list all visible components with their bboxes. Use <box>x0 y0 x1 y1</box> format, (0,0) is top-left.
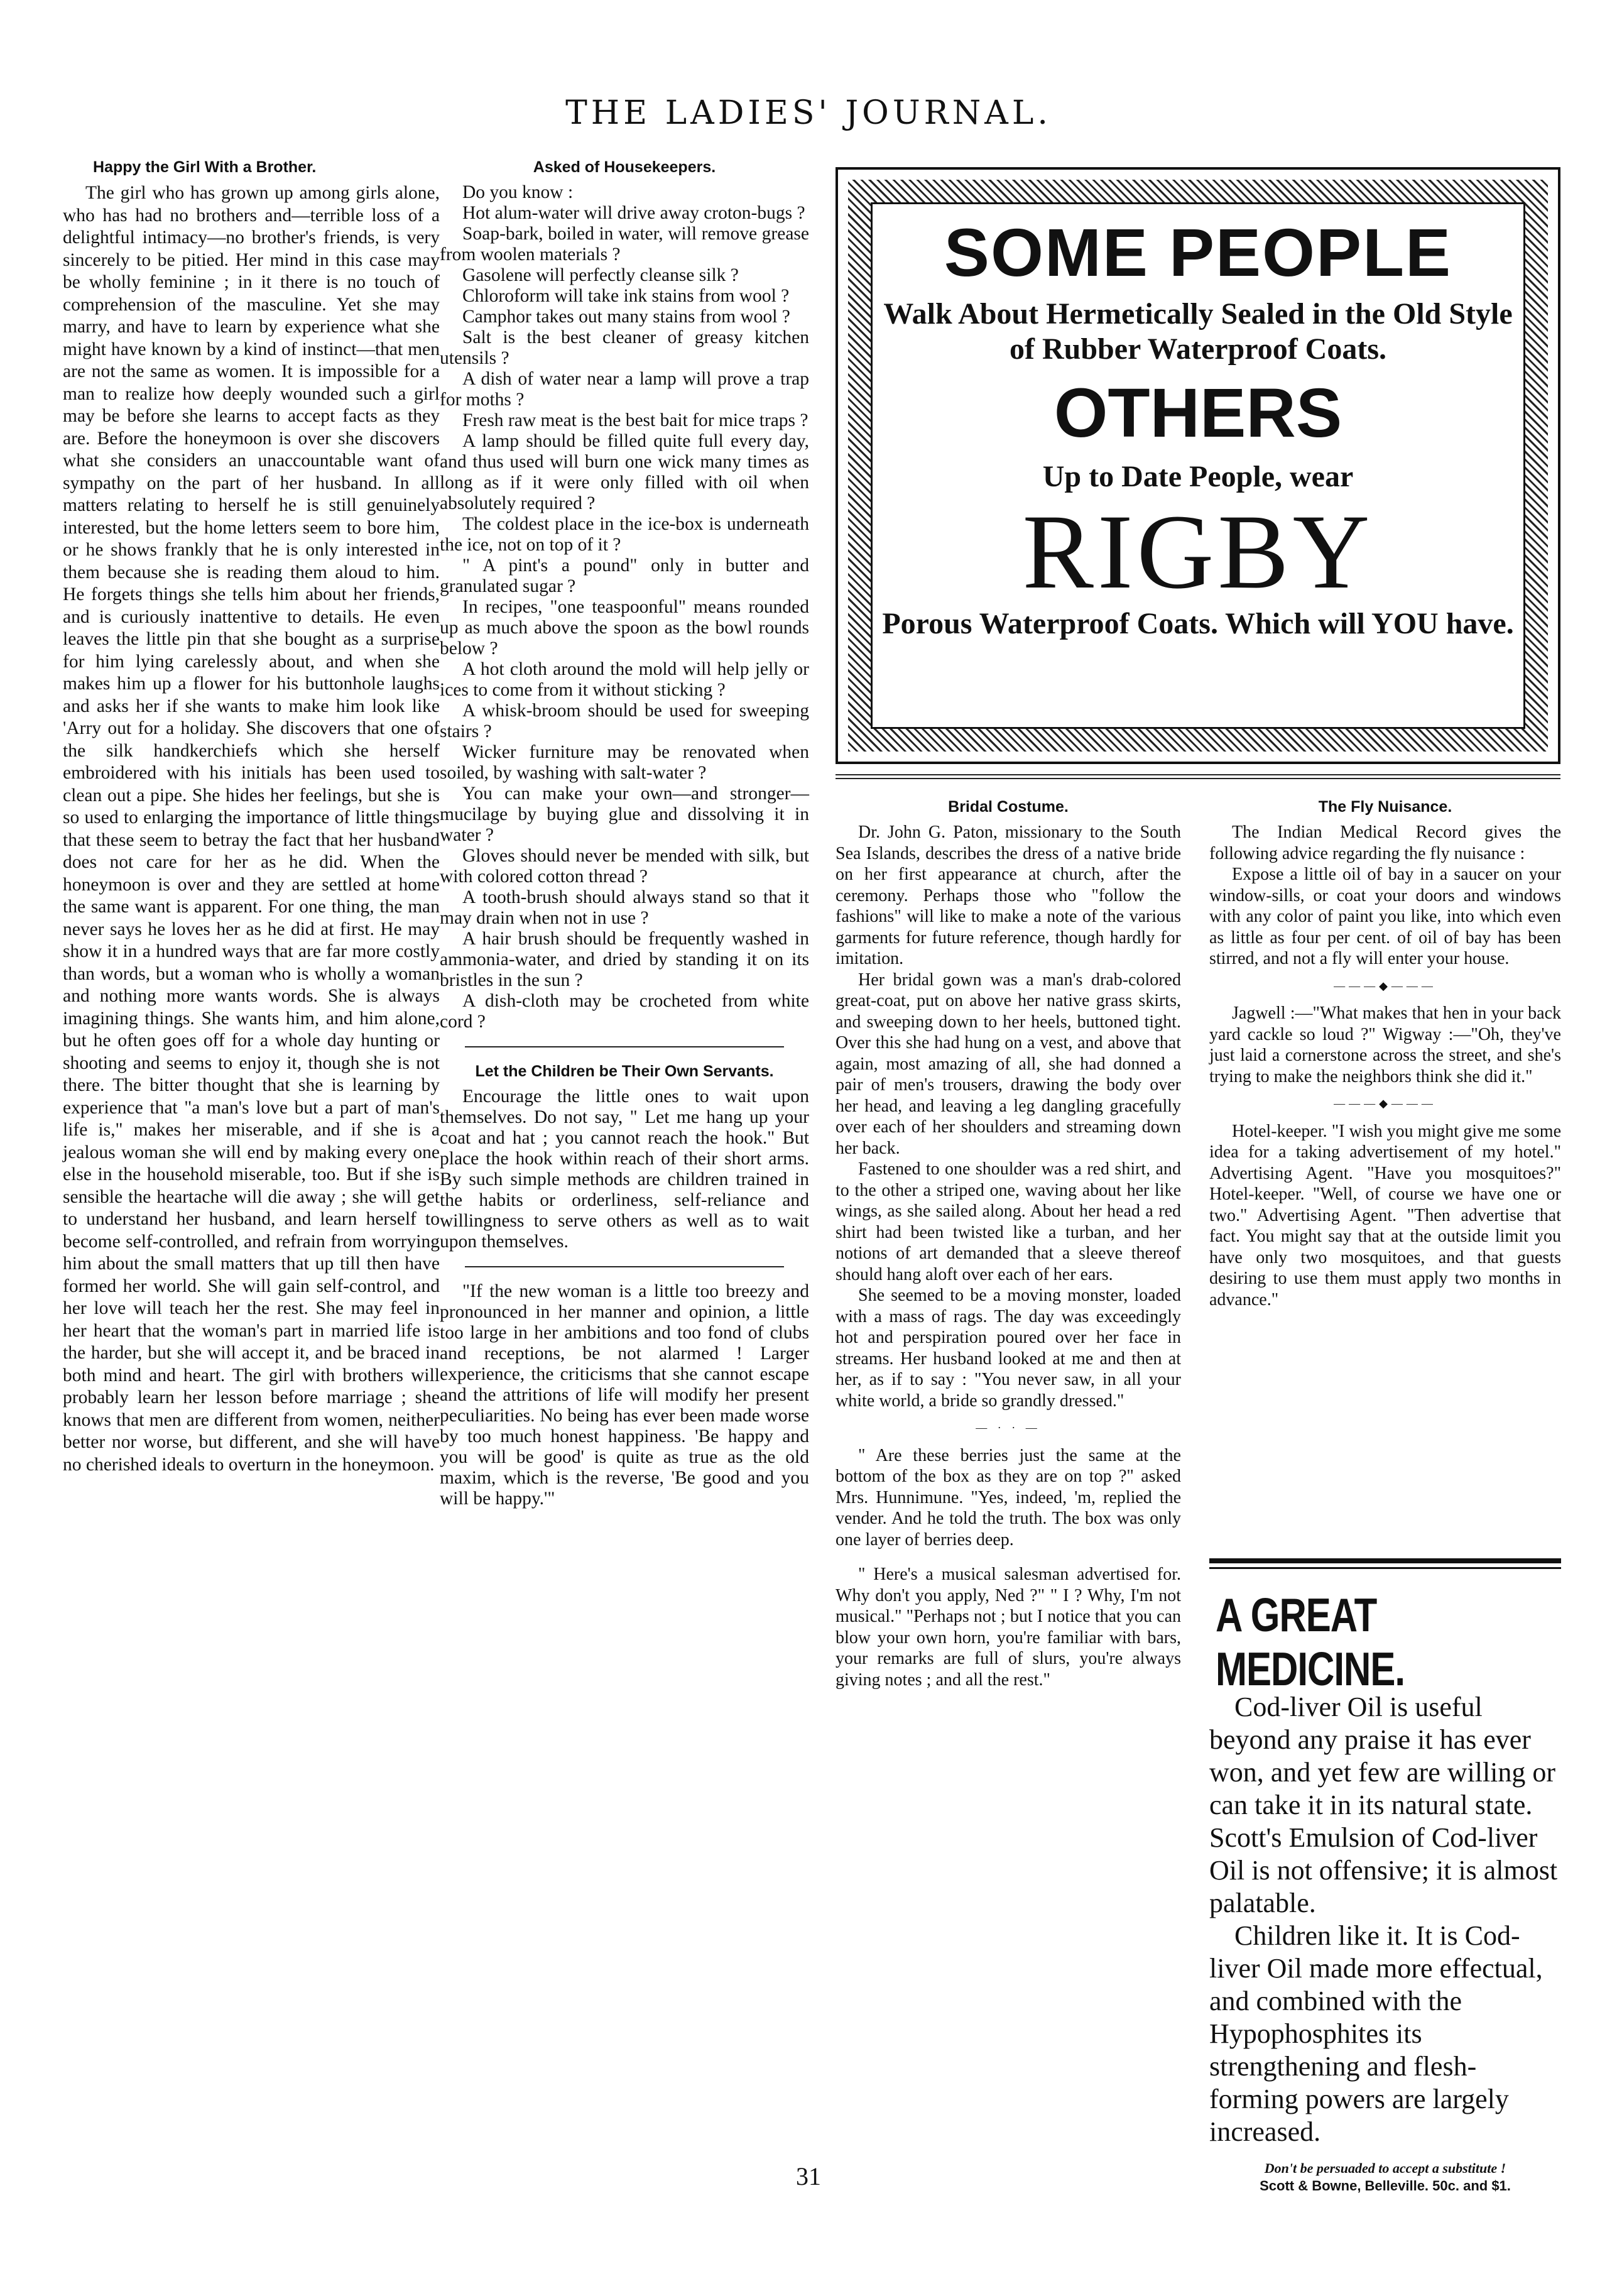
article-body-brother: The girl who has grown up among girls alone, who has had no brothers and—terrible loss of a delightful intimacy—no brother's friends, is very sincerely to be pitied. Her mind in this case may be wholly feminine ; in it there is no touch of comprehension of the masculine. Yet she may marry, and have to learn by experience what she might have known by a kind of instinct—that men are not the same as women. It is impossible for a man to realize how deeply wounded such a girl may be before she learns to accept facts as they are. Before the honeymoon is over she discovers what she considers an unaccountable want of sympathy on the part of her husband. In all matters relating to herself he is still genuinely interested, but the home letters seem to bore him, or he shows frankly that he is only interested in them because she is reading them aloud to him. He forgets things she tells him about her friends, and is curiously inattentive to details. He even leaves the little pin that she bought as a surprise for him lying carelessly about, and when she makes him up a flower for his buttonhole laughs and asks her if she wants to make him look like 'Arry out for a holiday. She discovers that one of the silk handkerchiefs which she herself embroidered with his initials has been used to clean out a pipe. She hides her feelings, but she is so used to enlarging the importance of little things that these seem to betray the fact that her husband does not care for her as he did. When the honeymoon is over and they are settled at home the same want is apparent. For one thing, the man never says he loves her as he did at first. He may show it in a hundred ways that are far more costly than words, but a woman who is wholly a woman and nothing more wants words. She is always imagining things. She wants him, and him alone, but he often goes off for a whole day hunting or shooting and seems to enjoy it, though she is not there. The bitter thought that she is learning by experience that "a man's love but a part of man's life is," makes her miserable, and if she is a jealous woman she will end by making every one else in the household miserable, too. But if she is sensible the heartache will die away ; she will get to understand her husband, and learn herself to become self-controlled, and refrain from worrying him about the small matters that up till then have formed her world. She will gain self-control, and her love will teach her the rest. She may feel in her heart that the woman's part in married life is the harder, but she will accept it, and be braced in both mind and heart. The girl with brothers will probably learn her lesson before marriage ; she knows that men are different from women, neither better nor worse, but different, and she will have no cherished ideals to overturn in the honeymoon. <box>63 183 440 1475</box>
article-paragraph: The Indian Medical Record gives the following advice regarding the fly nuisance : <box>1209 823 1561 863</box>
article-paragraph: Fastened to one shoulder was a red shirt, and to the other a striped one, waving about her like wings, as she sailed along. About her head a red shirt had been twisted like a turban, and her notions of art demanded that a sleeve thereof should hang aloft over each of her ears. <box>836 1159 1181 1284</box>
article-paragraph: Expose a little oil of bay in a saucer on your window-sills, or coat your doors and windows with any color of paint you like, into which even as little as four per cent. of oil of bay has been stirred, and not a fly will enter your house. <box>1209 865 1561 968</box>
housekeeper-tip: Soap-bark, boiled in water, will remove grease from woolen materials ? <box>440 224 809 265</box>
ad-headline-some-people: SOME PEOPLE <box>944 214 1452 290</box>
housekeeper-tip: A whisk-broom should be used for sweeping stairs ? <box>440 701 809 741</box>
housekeeper-tip: Gloves should never be mended with silk, but with colored cotton thread ? <box>440 846 809 887</box>
divider <box>465 1046 784 1047</box>
ad-subline-up-to-date: Up to Date People, wear <box>1042 460 1354 493</box>
divider: — · · — <box>976 1421 1041 1434</box>
article-heading-brother: Happy the Girl With a Brother. <box>93 158 317 176</box>
journal-header: THE LADIES' JOURNAL. <box>565 94 1052 132</box>
housekeeper-tip: Wicker furniture may be renovated when soiled, by washing with salt-water ? <box>440 742 809 783</box>
ad-content <box>871 202 1525 729</box>
medicine-advertisement <box>1209 1558 1561 2195</box>
medicine-maker: Scott & Bowne, Belleville. 50c. and $1. <box>1260 2178 1511 2194</box>
anecdote-hen: Jagwell :—"What makes that hen in your back yard cackle so loud ?" Wigway :—"Oh, they've just laid a cornerstone across the street, and she's trying to make the neighbors think she did it." <box>1209 1003 1561 1086</box>
medicine-title: A GREAT MEDICINE. <box>1216 1588 1405 1696</box>
housekeeper-tip: A hot cloth around the mold will help jelly or ices to come from it without sticking ? <box>440 659 809 700</box>
housekeeper-tip: Salt is the best cleaner of greasy kitchen utensils ? <box>440 327 809 368</box>
rigby-advertisement <box>836 167 1560 764</box>
column-4 <box>1209 797 1561 1310</box>
anecdote-hotel: Hotel-keeper. "I wish you might give me some idea for a taking advertisement of my hotel." Advertising Agent. "Have you mosquitoes?" Hotel-keeper. "Well, of course we have one or two." Advertising Agent. "Then advertise that fact. You might say that at the outside limit you have only two mosquitoes, and that guests desiring to use them must apply two months in advance." <box>1209 1121 1561 1309</box>
ad-subline-porous: Porous Waterproof Coats. Which will YOU have. <box>882 607 1514 640</box>
housekeeper-tip: A hair brush should be frequently washed in ammonia-water, and dried by standing it on its bristles in the sun ? <box>440 929 809 990</box>
housekeeper-tip: You can make your own—and stronger—mucilage by buying glue and dissolving it in water ? <box>440 784 809 845</box>
divider: ———◆——— <box>1334 1097 1437 1110</box>
housekeeper-tip: In recipes, "one teaspoonful" means rounded up as much above the spoon as the bowl rounds below ? <box>440 597 809 659</box>
divider: ———◆——— <box>1334 979 1437 992</box>
housekeeper-tip: A tooth-brush should always stand so that it may drain when not in use ? <box>440 887 809 928</box>
anecdote-berries: " Are these berries just the same at the bottom of the box as they are on top ?" asked Mrs. Hunnimune. "Yes, indeed, 'm, replied the vender. And he told the truth. The box was only one layer of berries deep. <box>836 1445 1181 1550</box>
housekeeper-tips-list <box>440 182 809 1032</box>
housekeeper-tip: Hot alum-water will drive away croton-bugs ? <box>462 203 805 223</box>
page-number: 31 <box>796 2162 821 2190</box>
column-3 <box>836 797 1181 1690</box>
divider <box>836 774 1560 779</box>
article-heading-housekeepers: Asked of Housekeepers. <box>533 158 716 176</box>
housekeeper-tip: The coldest place in the ice-box is underneath the ice, not on top of it ? <box>440 514 809 555</box>
medicine-paragraph: Cod-liver Oil is useful beyond any praise it has ever won, and yet few are willing or can take it in its natural state. Scott's Emulsion of Cod-liver Oil is not offensive; it is almost palatable. <box>1209 1692 1558 1918</box>
article-body-children: Encourage the little ones to wait upon themselves. Do not say, " Let me hang up your coat and hat ; you cannot reach the hook." But place the hook within reach of their short arms. By such simple methods are children trained in the habits or orderliness, self-reliance and willingness to serve others as well as to wait upon themselves. <box>440 1086 809 1252</box>
housekeeper-tip: A lamp should be filled quite full every day, and thus used will burn one wick many times as long as if it were only filled with oil when absolutely required ? <box>440 431 809 513</box>
divider <box>1209 1558 1561 1563</box>
anecdote-musical-salesman: " Here's a musical salesman advertised for. Why don't you apply, Ned ?" " I ? Why, I'm not musical." "Perhaps not ; but I notice that you can blow your own horn, you're familiar with bars, your remarks are full of slurs, you're always giving notes ; and all the rest." <box>836 1565 1181 1690</box>
article-body-new-woman: "If the new woman is a little too breezy and pronounced in her manner and opinion, a little too large in her ambitions and too fond of clubs and receptions, be not alarmed ! Larger experience, the criticisms that she cannot escape and the attritions of life will modify her present peculiarities. No being has ever been made worse by too much honest happiness. 'Be happy and you will be good' is quite as true as the old maxim, which is the reverse, 'Be good and you will be happy.'" <box>440 1281 809 1509</box>
housekeeper-tip: A dish-cloth may be crocheted from white cord ? <box>440 991 809 1032</box>
article-heading-fly: The Fly Nuisance. <box>1318 798 1452 816</box>
article-paragraph: Her bridal gown was a man's drab-colored great-coat, put on above her native grass skirts, and sweeping down to her heels, buttoned tight. Over this she had hung on a vest, and above that again, most amazing of all, she had donned a pair of men's trousers, drawing the body over her head, and leaving a leg dangling gracefully over each of her shoulders and streaming down her back. <box>836 970 1181 1158</box>
column-2 <box>440 157 809 1509</box>
housekeeper-tip: Gasolene will perfectly cleanse silk ? <box>462 265 739 285</box>
article-paragraph: Dr. John G. Paton, missionary to the South Sea Islands, describes the dress of a native bride on her first appearance at church, after the ceremony. Perhaps those who "follow the fashions" will like to make a note of the various garments for future reference, though hardly for imitation. <box>836 823 1181 968</box>
housekeeper-tip: " A pint's a pound" only in butter and granulated sugar ? <box>440 555 809 596</box>
article-paragraph: She seemed to be a moving monster, loaded with a mass of rags. The day was exceedingly hot and perspiration poured over her face in streams. Her husband looked at me and then at her, as if to say : "You never saw, in all your white world, a bride so grandly dressed." <box>836 1286 1181 1411</box>
ad-brand-rigby: RIGBY <box>1022 493 1374 611</box>
housekeeper-tip: Do you know : <box>462 182 574 202</box>
column-1 <box>63 157 440 1476</box>
article-heading-children: Let the Children be Their Own Servants. <box>475 1063 774 1080</box>
housekeeper-tip: Camphor takes out many stains from wool ? <box>462 307 790 327</box>
divider <box>465 1266 784 1267</box>
medicine-paragraph: Children like it. It is Cod-liver Oil made more effectual, and combined with the Hypophosphites its strengthening and flesh-forming powers are largely increased. <box>1209 1920 1543 2147</box>
article-heading-bridal: Bridal Costume. <box>948 798 1069 816</box>
ad-headline-others: OTHERS <box>1054 374 1342 452</box>
ad-subline-walk-about: Walk About Hermetically Sealed in the Old Style of Rubber Waterproof Coats. <box>883 297 1513 366</box>
divider <box>1209 1567 1561 1569</box>
housekeeper-tip: Chloroform will take ink stains from wool ? <box>462 286 790 306</box>
housekeeper-tip: A dish of water near a lamp will prove a trap for moths ? <box>440 369 809 410</box>
housekeeper-tip: Fresh raw meat is the best bait for mice traps ? <box>462 410 808 430</box>
medicine-substitute-warning: Don't be persuaded to accept a substitute ! <box>1264 2160 1506 2176</box>
